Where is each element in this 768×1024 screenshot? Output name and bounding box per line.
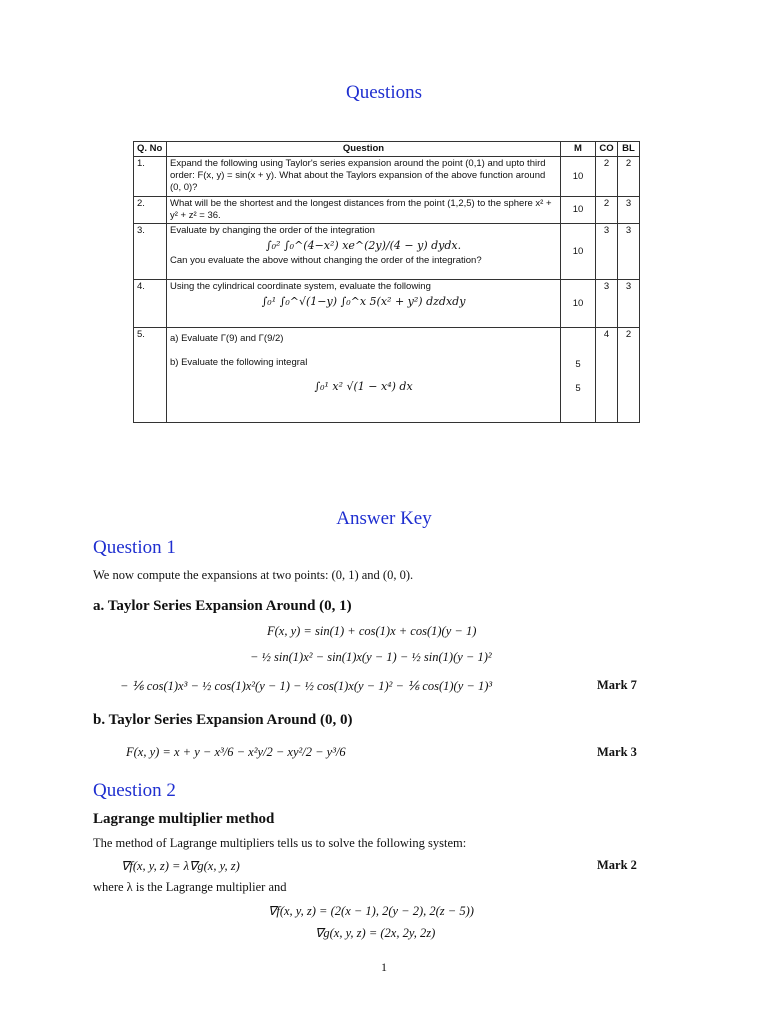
row-question-cell	[167, 224, 561, 280]
row-bl: 3	[618, 197, 640, 224]
row-integral: ∫₀¹ x² √(1 − x⁴) dx	[314, 380, 413, 393]
question2-intro: The method of Lagrange multipliers tells us to solve the following system:	[93, 836, 467, 850]
row-question: Using the cylindrical coordinate system, evaluate the following	[170, 281, 431, 292]
row-bl: 3	[618, 280, 640, 328]
equation-a1: F(x, y) = sin(1) + cos(1)x + cos(1)(y − 1)	[267, 624, 477, 638]
answer-key-title: Answer Key	[336, 508, 432, 529]
row-question: Evaluate by changing the order of the integration	[170, 225, 375, 236]
questions-table	[133, 141, 640, 423]
row-co: 2	[596, 197, 618, 224]
question1-subheading-b: b. Taylor Series Expansion Around (0, 0)	[93, 712, 353, 728]
row-no: 4.	[134, 280, 167, 328]
mark-b: Mark 3	[597, 745, 637, 759]
question1-subheading-a: a. Taylor Series Expansion Around (0, 1)	[93, 598, 352, 614]
equation-b: F(x, y) = x + y − x³/6 − x²y/2 − xy²/2 − y³/6	[126, 745, 346, 759]
row-m: 10	[561, 280, 596, 328]
table-row	[134, 157, 640, 197]
equation-q2-3: ∇g(x, y, z) = (2x, 2y, 2z)	[315, 926, 436, 940]
page-title: Questions	[346, 82, 422, 103]
row-no: 3.	[134, 224, 167, 280]
equation-q2-1: ∇f(x, y, z) = λ∇g(x, y, z)	[121, 859, 240, 873]
row-m: 10	[561, 197, 596, 224]
table-row	[134, 328, 640, 423]
row-question: a) Evaluate Γ(9) and Γ(9/2)	[170, 333, 284, 344]
row-m: 5	[575, 359, 581, 370]
row-question: Expand the following using Taylor's series expansion around the point (0,1) and upto third order: F(x, y) = sin(x + y). What about the Taylors expansion of the above function around (0, 0)?	[167, 157, 561, 197]
equation-a3: − ⅙ cos(1)x³ − ½ cos(1)x²(y − 1) − ½ cos(1)x(y − 1)² − ⅙ cos(1)(y − 1)³	[120, 679, 493, 693]
row-bl: 2	[618, 328, 640, 423]
row-co: 3	[596, 224, 618, 280]
row-co: 3	[596, 280, 618, 328]
table-row	[134, 197, 640, 224]
header-bl: BL	[618, 142, 640, 157]
equation-a2: − ½ sin(1)x² − sin(1)x(y − 1) − ½ sin(1)(y − 1)²	[250, 650, 492, 664]
row-integral: ∫₀¹ ∫₀^√(1−y) ∫₀^x 5(x² + y²) dzdxdy	[261, 295, 466, 308]
question2-subheading: Lagrange multiplier method	[93, 811, 275, 827]
row-question: What will be the shortest and the longest distances from the point (1,2,5) to the sphere x² + y² + z² = 36.	[167, 197, 561, 224]
row-m-second: 5	[575, 383, 581, 394]
table-row	[134, 224, 640, 280]
row-no: 1.	[134, 157, 167, 197]
row-question-cell	[167, 328, 561, 423]
row-no: 5.	[134, 328, 167, 423]
row-bl: 2	[618, 157, 640, 197]
header-m: M	[561, 142, 596, 157]
row-co: 4	[596, 328, 618, 423]
row-m-cell	[561, 328, 596, 423]
mark-q2: Mark 2	[597, 858, 637, 872]
equation-q2-2: ∇f(x, y, z) = (2(x − 1), 2(y − 2), 2(z − 5))	[268, 904, 474, 918]
page-number: 1	[381, 960, 387, 974]
header-qno: Q. No	[134, 142, 167, 157]
row-integral: ∫₀² ∫₀^(4−x²) xe^(2y)/(4 − y) dydx.	[265, 239, 462, 252]
row-co: 2	[596, 157, 618, 197]
question1-intro: We now compute the expansions at two points: (0, 1) and (0, 0).	[93, 568, 414, 582]
header-question: Question	[167, 142, 561, 157]
header-co: CO	[596, 142, 618, 157]
table-row	[134, 280, 640, 328]
mark-a: Mark 7	[597, 678, 637, 692]
row-question-cell	[167, 280, 561, 328]
row-no: 2.	[134, 197, 167, 224]
table-header-row	[134, 142, 640, 157]
question1-heading: Question 1	[93, 537, 176, 558]
row-question-followup: Can you evaluate the above without changing the order of the integration?	[170, 255, 482, 266]
row-question-followup: b) Evaluate the following integral	[170, 357, 308, 368]
row-bl: 3	[618, 224, 640, 280]
question2-heading: Question 2	[93, 780, 176, 801]
row-m: 10	[561, 224, 596, 280]
row-m: 10	[561, 157, 596, 197]
question2-where: where λ is the Lagrange multiplier and	[93, 880, 287, 894]
